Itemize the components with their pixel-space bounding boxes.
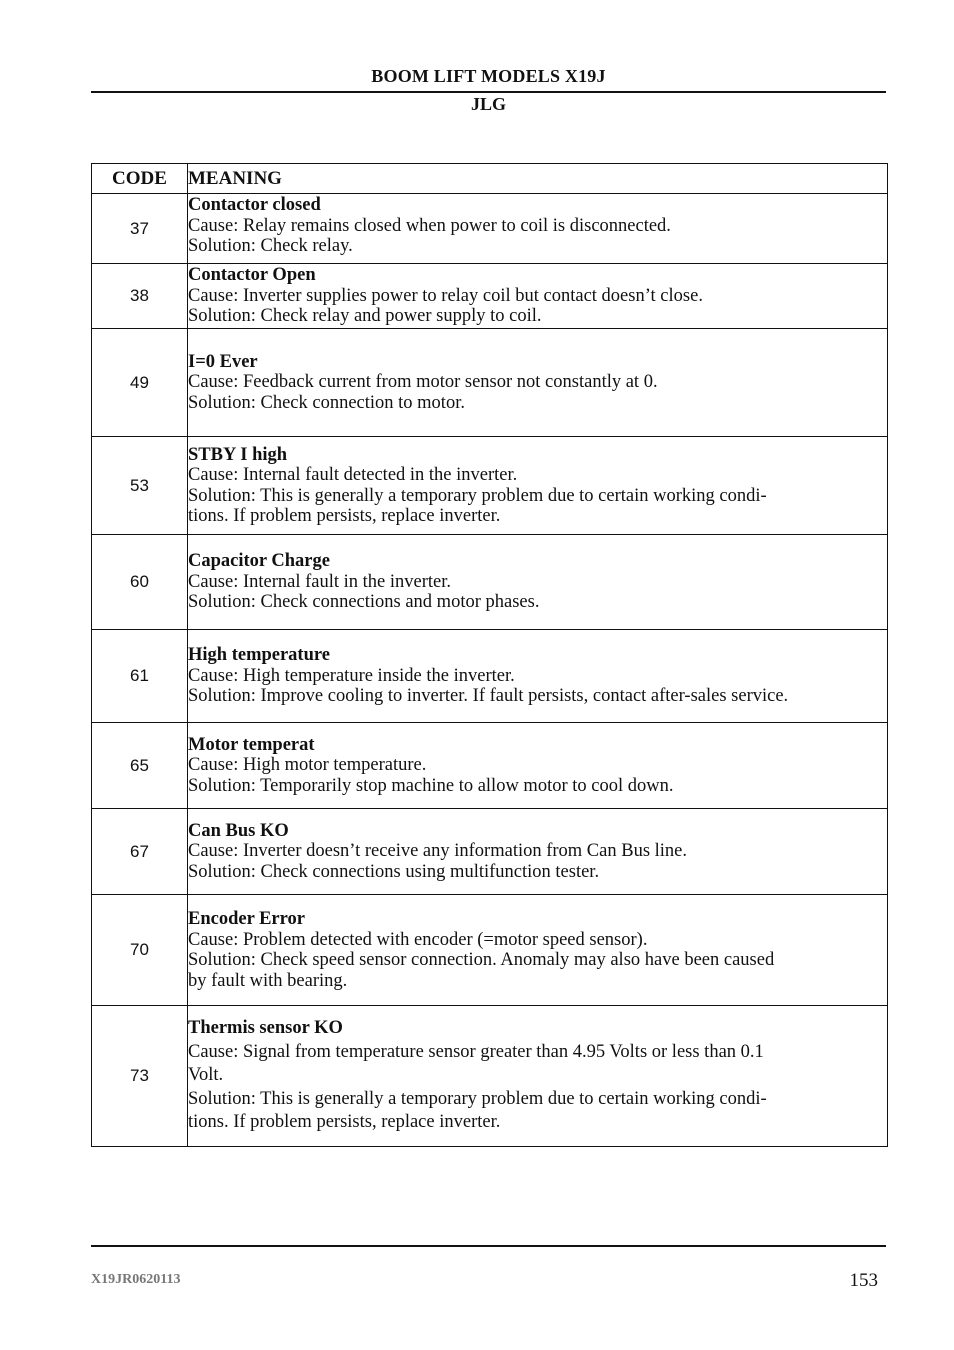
fault-line: Cause: Problem detected with encoder (=motor speed sensor).: [188, 929, 648, 950]
fault-code: 60: [92, 535, 188, 630]
footer-rule: [91, 1245, 886, 1247]
fault-line: Cause: Internal fault in the inverter.: [188, 571, 452, 592]
fault-title: Capacitor Charge: [188, 551, 330, 572]
fault-code: 53: [92, 437, 188, 535]
fault-line: Solution: Check relay and power supply to coil.: [188, 306, 542, 326]
fault-line: Volt.: [188, 1065, 224, 1086]
fault-line: Cause: Signal from temperature sensor greater than 4.95 Volts or less than 0.1: [188, 1041, 764, 1062]
fault-line: Solution: This is generally a temporary problem due to certain working condi-: [188, 485, 767, 506]
fault-line: by fault with bearing.: [188, 970, 348, 991]
fault-title: Contactor Open: [188, 265, 316, 285]
table-row: [92, 535, 888, 630]
fault-line: Solution: Improve cooling to inverter. If fault persists, contact after-sales service.: [188, 686, 789, 707]
fault-meaning: [188, 329, 888, 437]
fault-line: Cause: Relay remains closed when power to coil is disconnected.: [188, 215, 671, 236]
fault-code-table: [91, 163, 888, 1147]
fault-line: Solution: Temporarily stop machine to allow motor to cool down.: [188, 775, 674, 796]
fault-line: tions. If problem persists, replace inverter.: [188, 506, 501, 526]
fault-meaning: [188, 630, 888, 723]
fault-line: Cause: High temperature inside the inverter.: [188, 665, 515, 686]
fault-meaning: [188, 264, 888, 329]
fault-line: Cause: Inverter supplies power to relay coil but contact doesn’t close.: [188, 285, 703, 306]
fault-line: Cause: Inverter doesn’t receive any information from Can Bus line.: [188, 841, 688, 862]
fault-code: 61: [92, 630, 188, 723]
table-row: [92, 895, 888, 1006]
table-row: [92, 194, 888, 264]
fault-meaning: [188, 535, 888, 630]
column-header-code: CODE: [92, 164, 188, 194]
fault-line: Cause: High motor temperature.: [188, 755, 427, 776]
table-header-row: [92, 164, 888, 194]
fault-title: High temperature: [188, 645, 330, 666]
fault-meaning: [188, 437, 888, 535]
fault-code: 73: [92, 1006, 188, 1147]
fault-line: Solution: Check connection to motor.: [188, 392, 465, 413]
table-row: [92, 264, 888, 329]
fault-meaning: [188, 1006, 888, 1147]
fault-meaning: [188, 895, 888, 1006]
fault-line: Solution: Check connections and motor phases.: [188, 592, 540, 613]
document-brand: JLG: [470, 94, 506, 114]
page-number: 153: [849, 1270, 878, 1291]
fault-code: 37: [92, 194, 188, 264]
table-row: [92, 1006, 888, 1147]
fault-title: Thermis sensor KO: [188, 1018, 343, 1039]
table-row: [92, 437, 888, 535]
fault-title: Encoder Error: [188, 909, 305, 929]
fault-code: 70: [92, 895, 188, 1006]
table-row: [92, 630, 888, 723]
fault-line: Cause: Feedback current from motor sensor not constantly at 0.: [188, 372, 658, 393]
fault-line: Solution: This is generally a temporary problem due to certain working condi-: [188, 1088, 767, 1109]
document-code: X19JR0620113: [91, 1272, 181, 1287]
table-row: [92, 329, 888, 437]
fault-meaning: [188, 809, 888, 895]
fault-title: Motor temperat: [188, 734, 315, 755]
fault-meaning: [188, 723, 888, 809]
fault-title: Contactor closed: [188, 195, 321, 215]
table-row: [92, 723, 888, 809]
fault-code: 49: [92, 329, 188, 437]
fault-code: 65: [92, 723, 188, 809]
fault-line: Cause: Internal fault detected in the inverter.: [188, 465, 518, 485]
header-rule: [91, 91, 886, 93]
fault-title: STBY I high: [188, 444, 288, 465]
fault-code: 38: [92, 264, 188, 329]
fault-line: Solution: Check speed sensor connection. Anomaly may also have been caused: [188, 950, 775, 970]
fault-code: 67: [92, 809, 188, 895]
fault-line: Solution: Check connections using multifunction tester.: [188, 861, 600, 882]
fault-line: tions. If problem persists, replace inverter.: [188, 1112, 501, 1133]
fault-line: Solution: Check relay.: [188, 236, 353, 256]
fault-title: I=0 Ever: [188, 351, 258, 372]
document-title: BOOM LIFT MODELS X19J: [371, 66, 606, 86]
column-header-meaning: MEANING: [188, 164, 888, 194]
table-row: [92, 809, 888, 895]
fault-meaning: [188, 194, 888, 264]
fault-title: Can Bus KO: [188, 820, 289, 841]
